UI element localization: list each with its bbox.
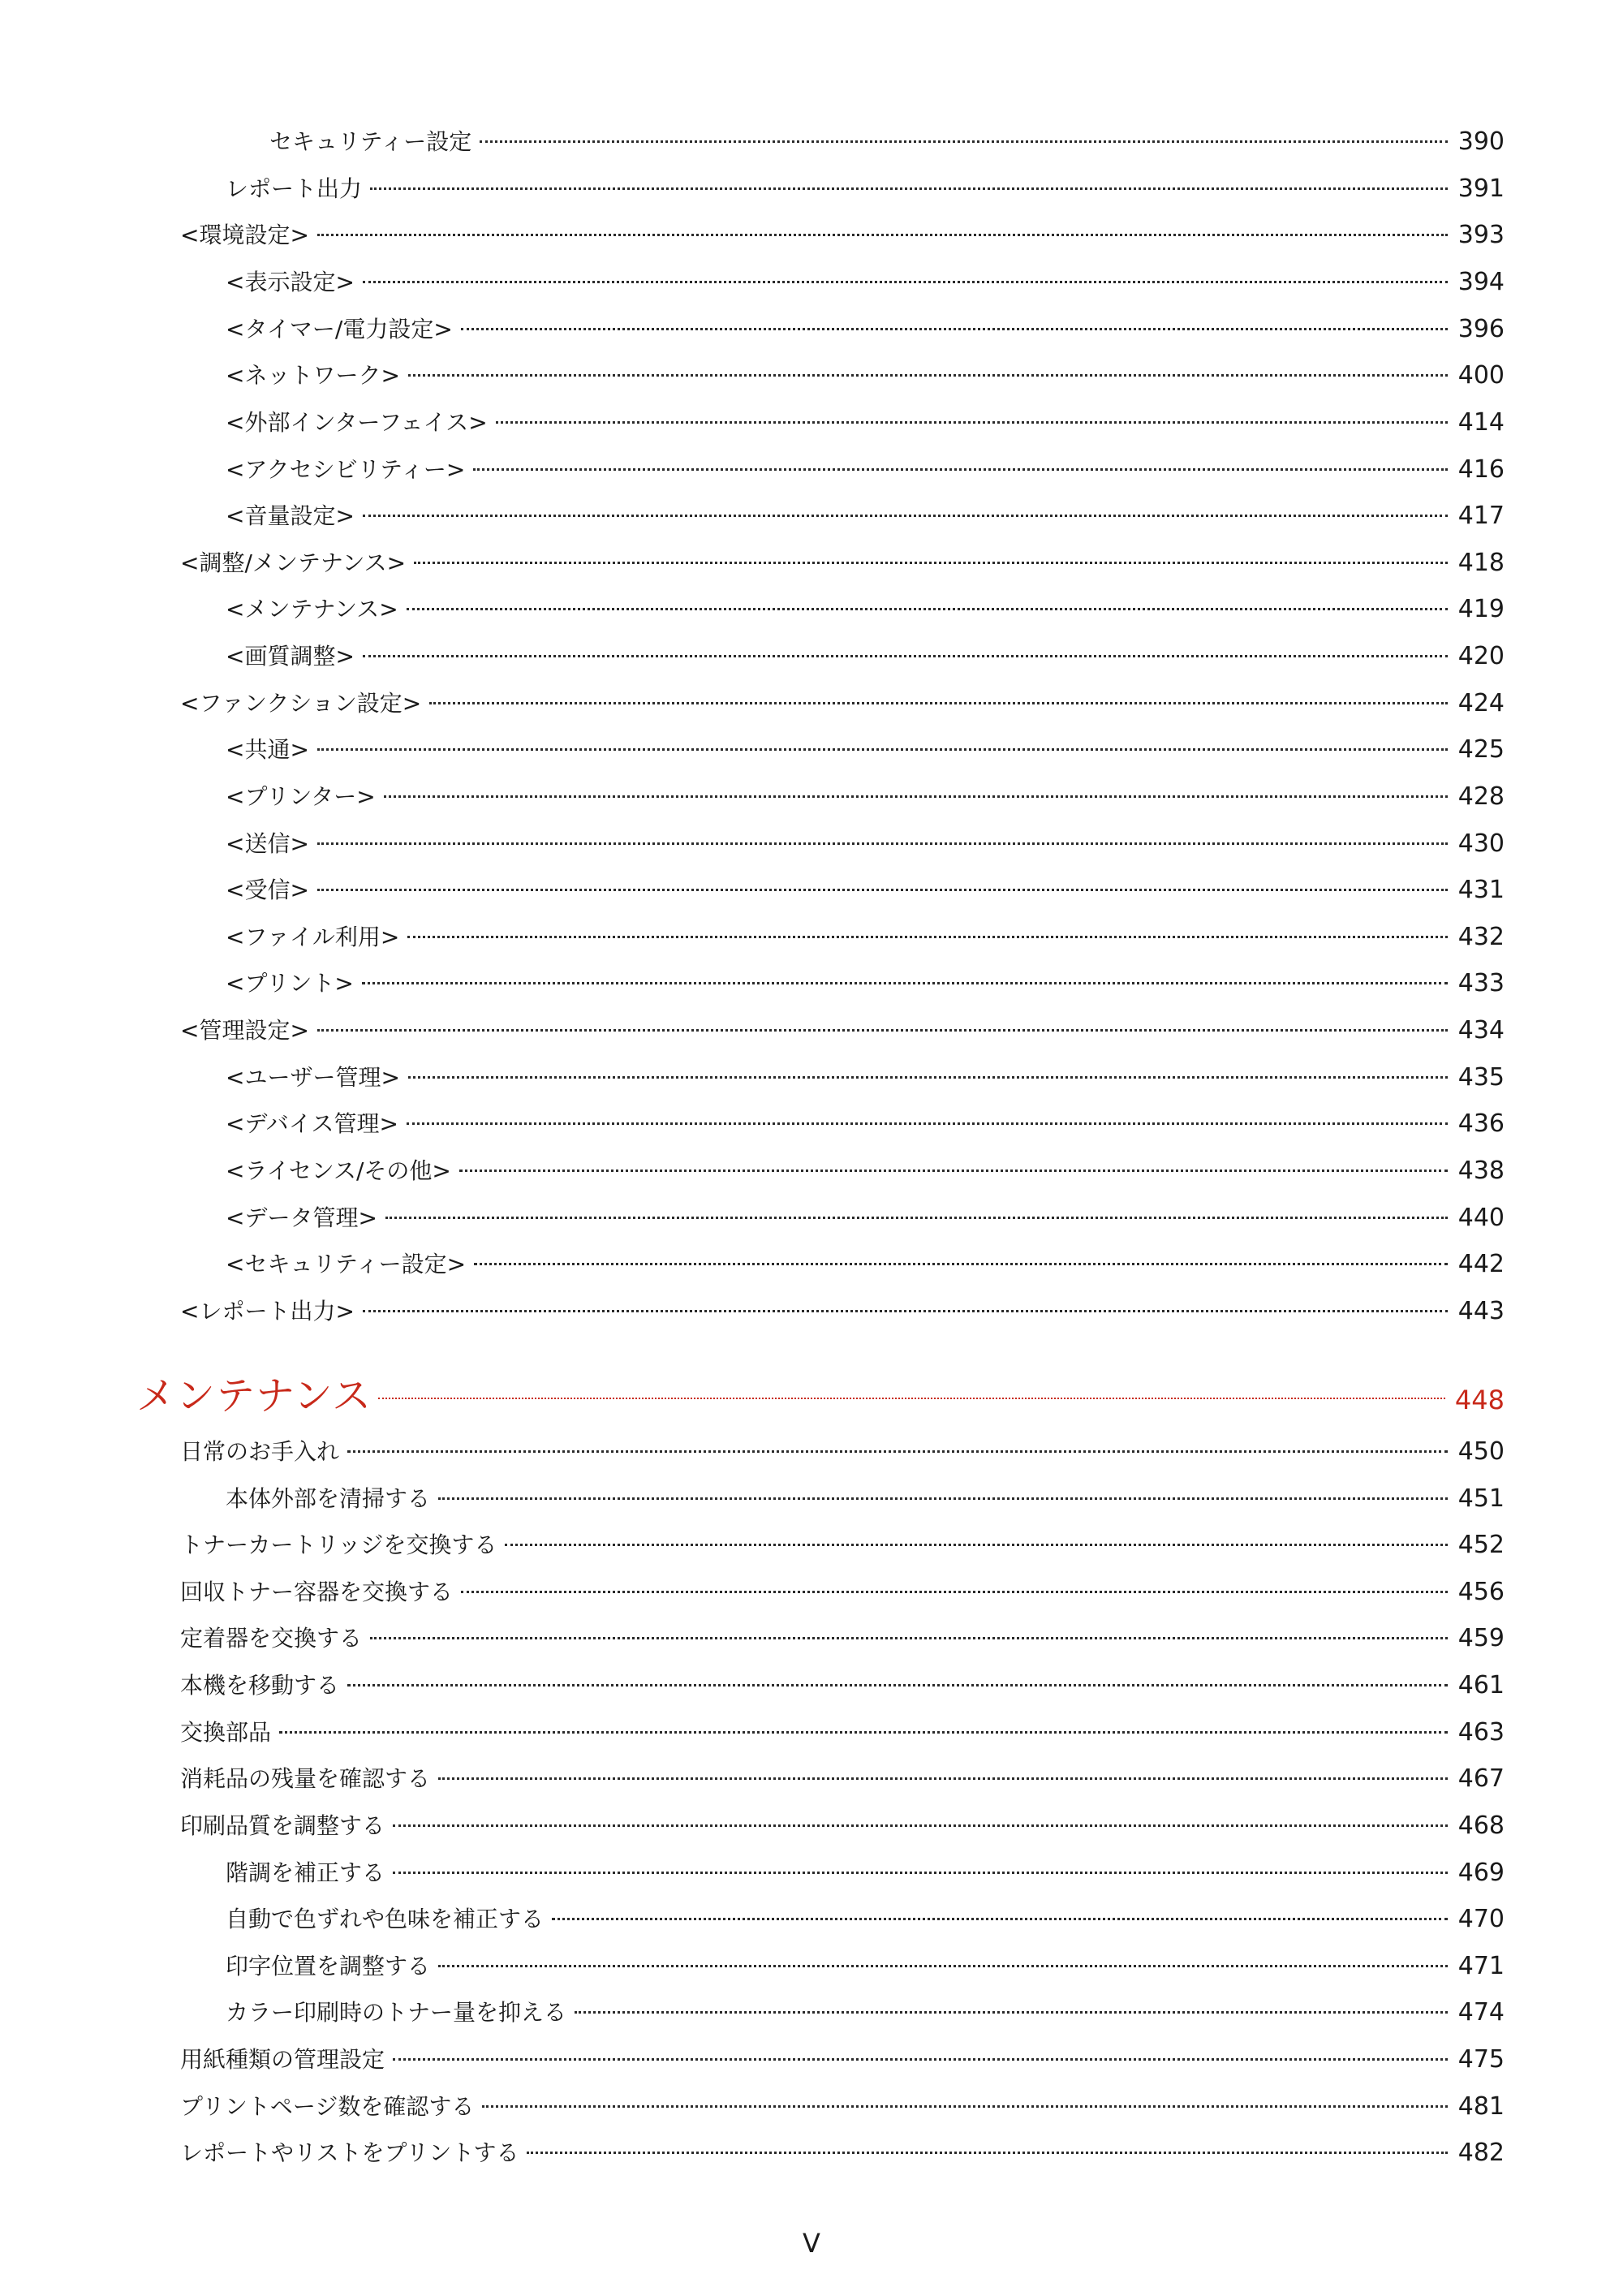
dot-leader [362, 982, 1448, 984]
toc-entry[interactable] [226, 171, 1505, 207]
dot-leader [408, 374, 1448, 377]
toc-entry-label: <外部インターフェイス> [226, 409, 488, 436]
toc-entry-page: 400 [1457, 361, 1505, 390]
toc-entry-label: <アクセシビリティー> [226, 456, 466, 483]
toc-entry[interactable] [180, 1715, 1505, 1751]
toc-entry-label: 日常のお手入れ [180, 1438, 340, 1465]
dot-leader [461, 328, 1448, 330]
toc-entry[interactable] [180, 2089, 1505, 2125]
dot-leader [384, 795, 1448, 798]
toc-entry-label: <音量設定> [226, 502, 355, 529]
toc-entry-page: 396 [1457, 315, 1505, 343]
toc-entry-label: <調整/メンテナンス> [180, 549, 407, 576]
dot-leader [575, 2011, 1448, 2014]
toc-entry[interactable] [226, 826, 1505, 862]
dot-leader [317, 1029, 1448, 1032]
toc-entry[interactable] [226, 732, 1505, 768]
toc-entry[interactable] [226, 358, 1505, 394]
toc-entry-page: 451 [1457, 1484, 1505, 1513]
toc-entry[interactable] [180, 1527, 1505, 1563]
toc-entry-label: トナーカートリッジを交換する [180, 1531, 497, 1558]
toc-entry[interactable] [226, 312, 1505, 347]
dot-leader [438, 1965, 1448, 1967]
toc-entry-page: 393 [1457, 221, 1505, 249]
toc-entry[interactable] [226, 920, 1505, 955]
toc-entry-page: 450 [1457, 1437, 1505, 1466]
toc-entry-label: 本機を移動する [180, 1672, 340, 1699]
chapter-page: 448 [1454, 1385, 1505, 1415]
dot-leader [461, 1591, 1448, 1593]
toc-entry[interactable] [226, 1855, 1505, 1891]
toc-entry-page: 468 [1457, 1811, 1505, 1840]
toc-entry[interactable] [226, 1949, 1505, 1984]
toc-entry-label: 用紙種類の管理設定 [180, 2046, 385, 2073]
toc-entry-label: <受信> [226, 877, 309, 903]
toc-entry-page: 469 [1457, 1859, 1505, 1887]
toc-entry-page: 482 [1457, 2139, 1505, 2167]
toc-entry-page: 428 [1457, 782, 1505, 811]
toc-entry-label: <ネットワーク> [226, 362, 400, 389]
toc-entry[interactable] [180, 2042, 1505, 2078]
toc-entry-label: <データ管理> [226, 1204, 377, 1231]
toc-entry-page: 425 [1457, 735, 1505, 764]
toc-entry-page: 470 [1457, 1905, 1505, 1933]
dot-leader [473, 468, 1448, 471]
toc-entry[interactable] [226, 966, 1505, 1002]
toc-entry-label: 印字位置を調整する [226, 1953, 431, 1979]
toc-entry-page: 416 [1457, 455, 1505, 484]
dot-leader [438, 1497, 1448, 1500]
toc-entry-page: 432 [1457, 923, 1505, 951]
toc-entry[interactable] [226, 1106, 1505, 1142]
toc-entry[interactable] [180, 1434, 1505, 1470]
dot-leader [317, 889, 1448, 891]
toc-entry[interactable] [226, 452, 1505, 488]
toc-entry[interactable] [226, 1247, 1505, 1282]
dot-leader [429, 702, 1448, 704]
toc-entry[interactable] [180, 686, 1505, 722]
toc-entry-label: <送信> [226, 830, 309, 857]
dot-leader [363, 655, 1448, 657]
toc-entry[interactable] [226, 265, 1505, 300]
dot-leader [347, 1684, 1448, 1686]
toc-entry-label: <ファンクション設定> [180, 690, 422, 717]
dot-leader [347, 1450, 1448, 1453]
toc-entry-label: 消耗品の残量を確認する [180, 1765, 431, 1792]
toc-entry[interactable] [226, 1153, 1505, 1189]
toc-entry-page: 474 [1457, 1998, 1505, 2027]
toc-chapter-heading[interactable] [136, 1372, 1505, 1420]
toc-entry-label: プリントページ数を確認する [180, 2093, 475, 2120]
toc-entry-page: 467 [1457, 1764, 1505, 1793]
dot-leader [505, 1544, 1448, 1546]
dot-leader [438, 1777, 1448, 1780]
dot-leader [393, 1872, 1448, 1874]
toc-entry-label: 交換部品 [180, 1719, 272, 1746]
toc-entry[interactable] [226, 1060, 1505, 1096]
dot-leader [378, 1398, 1445, 1399]
toc-entry-page: 463 [1457, 1718, 1505, 1747]
toc-entry[interactable] [226, 1902, 1505, 1937]
toc-entry-page: 452 [1457, 1531, 1505, 1559]
toc-entry-page: 435 [1457, 1063, 1505, 1092]
toc-entry-label: <ライセンス/その他> [226, 1157, 451, 1184]
toc-entry[interactable] [269, 124, 1505, 160]
toc-entry-label: カラー印刷時のトナー量を抑える [226, 1999, 567, 2026]
toc-entry-page: 424 [1457, 689, 1505, 717]
dot-leader [552, 1918, 1448, 1920]
toc-entry-label: <画質調整> [226, 643, 355, 670]
toc-entry-label: 印刷品質を調整する [180, 1812, 385, 1839]
toc-entry-page: 430 [1457, 829, 1505, 858]
dot-leader [385, 1217, 1448, 1219]
toc-entry-page: 414 [1457, 408, 1505, 437]
toc-entry-label: <共通> [226, 736, 309, 763]
toc-entry[interactable] [180, 1574, 1505, 1610]
toc-entry-label: 本体外部を清掃する [226, 1485, 431, 1512]
dot-leader [414, 562, 1448, 564]
dot-leader [474, 1263, 1448, 1265]
toc-entry-label: <プリント> [226, 970, 354, 997]
toc-entry[interactable] [180, 1621, 1505, 1656]
dot-leader [482, 2105, 1448, 2108]
dot-leader [370, 187, 1448, 190]
toc-entry[interactable] [180, 218, 1505, 253]
dot-leader [393, 1824, 1448, 1827]
dot-leader [317, 842, 1448, 845]
toc-entry-label: <ファイル利用> [226, 924, 400, 950]
toc-entry-label: <メンテナンス> [226, 596, 398, 622]
dot-leader [407, 1122, 1448, 1125]
toc-entry[interactable] [226, 1200, 1505, 1236]
toc-entry[interactable] [180, 545, 1505, 581]
toc-entry[interactable] [226, 1481, 1505, 1517]
toc-entry[interactable] [226, 405, 1505, 441]
toc-entry-page: 436 [1457, 1109, 1505, 1138]
toc-entry-label: <レポート出力> [180, 1298, 355, 1325]
dot-leader [393, 2058, 1448, 2061]
toc-entry-page: 475 [1457, 2045, 1505, 2074]
toc-entry-page: 391 [1457, 174, 1505, 203]
toc-entry-label: <管理設定> [180, 1017, 309, 1044]
toc-entry-label: 回収トナー容器を交換する [180, 1579, 454, 1605]
toc-entry-label: 自動で色ずれや色味を補正する [226, 1906, 545, 1932]
toc-entry-page: 431 [1457, 876, 1505, 904]
toc-entry[interactable] [226, 779, 1505, 815]
footer-page-number: V [803, 2228, 820, 2259]
dot-leader [459, 1170, 1448, 1172]
toc-entry-label: レポート出力 [226, 175, 363, 202]
toc-entry[interactable] [180, 1668, 1505, 1704]
dot-leader [527, 2152, 1448, 2154]
toc-entry-page: 459 [1457, 1624, 1505, 1652]
toc-entry-label: 階調を補正する [226, 1859, 385, 1886]
toc-entry-page: 461 [1457, 1671, 1505, 1699]
toc-entry-label: <デバイス管理> [226, 1110, 398, 1137]
dot-leader [279, 1731, 1448, 1734]
toc-entry-page: 420 [1457, 642, 1505, 670]
toc-entry-page: 443 [1457, 1297, 1505, 1325]
dot-leader [496, 421, 1448, 424]
dot-leader [363, 1310, 1448, 1312]
dot-leader [407, 936, 1448, 938]
toc-entry-label: セキュリティー設定 [269, 128, 472, 155]
toc-entry-page: 440 [1457, 1204, 1505, 1232]
dot-leader [407, 608, 1448, 610]
toc-entry[interactable] [226, 639, 1505, 674]
toc-entry[interactable] [180, 1294, 1505, 1329]
toc-entry-page: 433 [1457, 969, 1505, 997]
toc-entry-label: <プリンター> [226, 783, 376, 810]
toc-entry[interactable] [180, 2135, 1505, 2171]
dot-leader [363, 515, 1448, 517]
toc-entry-page: 390 [1457, 127, 1505, 156]
toc-entry-label: 定着器を交換する [180, 1625, 363, 1652]
toc-entry-page: 394 [1457, 268, 1505, 296]
toc-entry[interactable] [226, 592, 1505, 627]
toc-entry[interactable] [226, 872, 1505, 908]
toc-entry-page: 442 [1457, 1250, 1505, 1278]
toc-entry-page: 418 [1457, 549, 1505, 577]
chapter-title: メンテナンス [136, 1373, 372, 1419]
toc-entry-page: 438 [1457, 1157, 1505, 1185]
toc-entry[interactable] [180, 1013, 1505, 1049]
dot-leader [317, 234, 1448, 236]
toc-entry[interactable] [180, 1808, 1505, 1844]
toc-entry-label: <ユーザー管理> [226, 1064, 400, 1091]
toc-entry-label: <セキュリティー設定> [226, 1251, 467, 1277]
toc-entry-page: 434 [1457, 1016, 1505, 1045]
toc-entry-label: <タイマー/電力設定> [226, 316, 453, 342]
dot-leader [363, 281, 1448, 283]
dot-leader [408, 1076, 1448, 1079]
toc-entry-label: <表示設定> [226, 269, 355, 295]
toc-entry[interactable] [226, 1995, 1505, 2031]
toc-entry-page: 417 [1457, 502, 1505, 530]
toc-entry[interactable] [180, 1761, 1505, 1797]
toc-entry-page: 419 [1457, 595, 1505, 623]
toc-entry[interactable] [226, 498, 1505, 534]
toc-entry-page: 481 [1457, 2092, 1505, 2121]
toc-entry-label: レポートやリストをプリントする [180, 2139, 519, 2166]
dot-leader [317, 748, 1448, 751]
toc-entry-label: <環境設定> [180, 222, 309, 248]
toc-entry-page: 471 [1457, 1952, 1505, 1980]
dot-leader [480, 140, 1448, 143]
toc-entry-page: 456 [1457, 1578, 1505, 1606]
dot-leader [370, 1637, 1448, 1639]
